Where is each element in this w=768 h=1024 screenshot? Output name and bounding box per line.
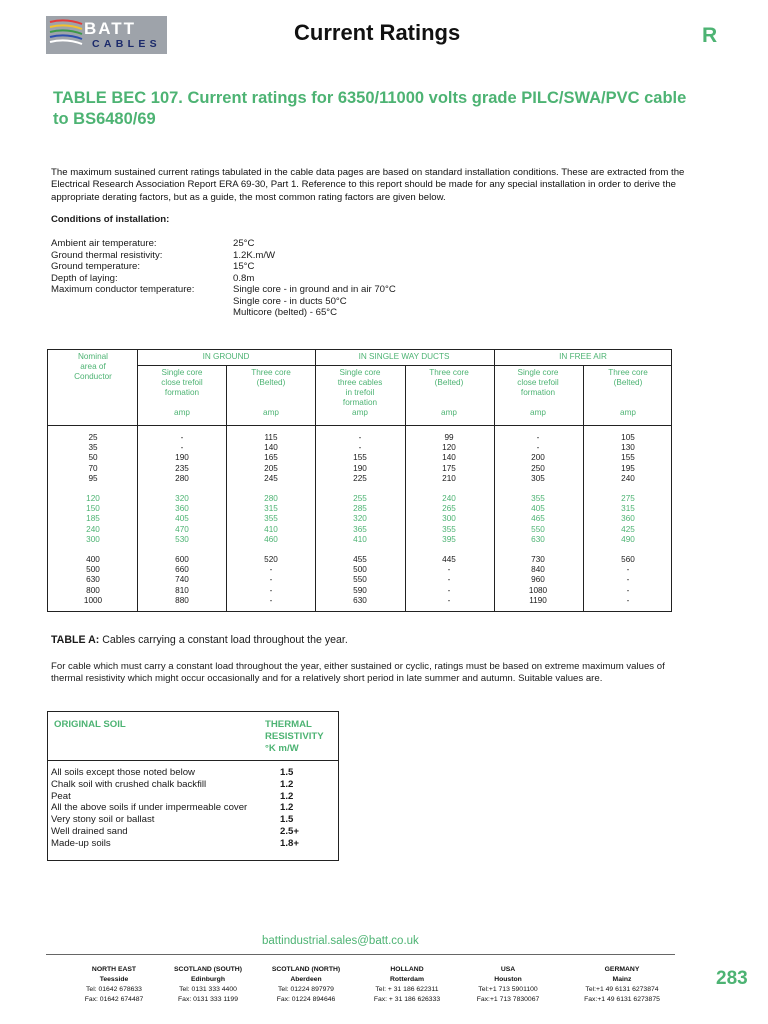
- footer-divider: [46, 954, 675, 955]
- soil-resistivity-value: 1.2: [280, 802, 294, 814]
- rating-cell: -: [536, 443, 540, 453]
- rating-cell: 470: [175, 524, 189, 534]
- sales-email-link[interactable]: battindustrial.sales@batt.co.uk: [262, 935, 419, 947]
- rating-cell: 800: [86, 585, 100, 595]
- rating-cell: -: [358, 433, 362, 442]
- condition-label: Depth of laying:: [51, 272, 118, 284]
- rating-cell: 155: [621, 453, 635, 463]
- group-header: IN SINGLE WAY DUCTS: [358, 352, 450, 361]
- header-nominal-area: Nominal area of Conductor: [74, 352, 112, 381]
- rating-cell: 305: [531, 473, 545, 483]
- rating-cell: 630: [353, 595, 367, 605]
- rating-cell: 150: [86, 504, 100, 514]
- condition-value: 25°C: [233, 238, 255, 249]
- office-contact: [567, 965, 677, 1005]
- subheader: Three core (Belted): [608, 368, 648, 387]
- rating-cell: 1080: [528, 585, 548, 595]
- rating-cell: 250: [531, 463, 545, 473]
- rating-cell: 50: [88, 453, 98, 463]
- rating-cell: 210: [442, 473, 456, 483]
- office-fax: Fax:+1 49 6131 6273875: [584, 996, 660, 1003]
- condition-label: Ground temperature:: [51, 261, 141, 272]
- office-fax: Fax:+1 713 7830067: [476, 996, 540, 1003]
- soil-resistivity-value: 1.8+: [280, 837, 299, 849]
- office-tel: Tel: + 31 186 622311: [375, 986, 439, 993]
- rating-cell: 265: [442, 504, 456, 514]
- rating-cell: 520: [264, 555, 278, 564]
- rating-cell: -: [626, 585, 630, 595]
- rating-cell: 405: [531, 504, 545, 514]
- rating-cell: 190: [175, 453, 189, 463]
- rating-cell: 70: [88, 463, 98, 473]
- office-tel: Tel:+1 713 5901100: [478, 986, 538, 993]
- rating-cell: -: [269, 565, 273, 575]
- condition-value: 0.8m: [233, 272, 255, 284]
- constant-load-paragraph: For cable which must carry a constant load throughout the year, either sustained or cyclic, ratings must be based on extreme maximum values of thermal resistivity which might occur occasionally and for a relatively short period in late summer and autumn. Suitable values are.: [51, 661, 665, 684]
- subheader: Single core close trefoil formation: [161, 368, 203, 397]
- rating-cell: 155: [353, 453, 367, 463]
- rating-cell: 235: [175, 463, 189, 473]
- rating-cell: 425: [621, 524, 635, 534]
- rating-cell: 365: [353, 524, 367, 534]
- condition-value: Single core - in ducts 50°C: [233, 295, 347, 307]
- unit-label: amp: [352, 408, 368, 417]
- rating-cell: 490: [621, 534, 635, 544]
- rating-cell: 280: [264, 494, 278, 503]
- rating-cell: 550: [353, 575, 367, 585]
- rating-cell: 355: [442, 524, 456, 534]
- rating-cell: 840: [531, 565, 545, 575]
- office-city: Mainz: [612, 976, 632, 983]
- rating-cell: 315: [621, 504, 635, 514]
- rating-cell: 35: [88, 443, 98, 453]
- rating-cell: 465: [531, 514, 545, 524]
- rating-cell: 175: [442, 463, 456, 473]
- rating-cell: 400: [86, 555, 100, 564]
- unit-label: amp: [441, 408, 457, 417]
- rating-cell: 115: [264, 433, 278, 442]
- condition-value: 1.2K.m/W: [233, 249, 276, 261]
- unit-label: amp: [530, 408, 546, 417]
- rating-cell: 165: [264, 453, 278, 463]
- subheader: Single core three cables in trefoil formation: [337, 368, 383, 407]
- office-city: Edinburgh: [191, 976, 225, 983]
- table-a-text: Cables carrying a constant load throughout the year.: [99, 634, 348, 646]
- rating-cell: 810: [175, 585, 189, 595]
- rating-cell: 880: [175, 595, 189, 605]
- rating-cell: 1190: [529, 595, 547, 605]
- office-tel: Tel:+1 49 6131 6273874: [585, 986, 659, 993]
- unit-label: amp: [620, 408, 636, 417]
- logo-text-cables: CABLES: [92, 38, 161, 50]
- soil-name: Peat: [51, 790, 71, 802]
- rating-cell: 630: [531, 534, 545, 544]
- rating-cell: 660: [175, 565, 189, 575]
- office-contact: [352, 965, 462, 1005]
- rating-cell: 315: [264, 504, 278, 514]
- current-ratings-table: [47, 349, 672, 612]
- rating-cell: -: [180, 433, 184, 442]
- rating-cell: 240: [86, 524, 100, 534]
- condition-label: Maximum conductor temperature:: [51, 284, 195, 295]
- soil-resistivity-value: 1.5: [280, 767, 294, 778]
- page-title: Current Ratings: [294, 20, 461, 45]
- rating-cell: -: [447, 595, 451, 605]
- soil-name: All soils except those noted below: [51, 767, 195, 778]
- soil-name: All the above soils if under impermeable cover: [51, 802, 248, 814]
- rating-cell: 445: [442, 555, 456, 564]
- rating-cell: 105: [621, 433, 635, 442]
- office-tel: Tel: 0131 333 4400: [179, 986, 237, 993]
- rating-cell: 140: [264, 443, 278, 453]
- condition-value: 15°C: [233, 261, 255, 272]
- table-title: TABLE BEC 107. Current ratings for 6350/11000 volts grade PILC/SWA/PVC cable to BS6480/69: [53, 89, 687, 128]
- rating-cell: -: [536, 433, 540, 442]
- conditions-heading: Conditions of installation:: [51, 214, 170, 225]
- rating-cell: 500: [86, 565, 100, 575]
- subheader: Three core (Belted): [429, 368, 469, 387]
- rating-cell: 245: [264, 473, 278, 483]
- office-contact: [153, 965, 263, 1005]
- rating-cell: 185: [86, 514, 100, 524]
- office-fax: Fax: 01642 674487: [84, 996, 144, 1003]
- office-contact: [453, 965, 563, 1005]
- rating-cell: -: [180, 443, 184, 453]
- soil-resistivity-value: 1.2: [280, 790, 294, 802]
- rating-cell: -: [358, 443, 362, 453]
- office-region: SCOTLAND (SOUTH): [174, 966, 242, 973]
- intro-paragraph: The maximum sustained current ratings tabulated in the cable data pages are based on standard installation conditions. These are extracted from the Electrical Research Association Report ERA 69-30, Part 1. Reference to this report should be made for any special installation in order to derive the appropriate derating factors, but as a guide, the most common rating factors are given below.: [51, 167, 685, 203]
- rating-cell: 455: [353, 555, 367, 564]
- group-header: IN GROUND: [202, 352, 250, 361]
- rating-cell: 200: [531, 453, 545, 463]
- rating-cell: 960: [531, 575, 545, 585]
- office-region: GERMANY: [604, 966, 640, 973]
- rating-cell: 590: [353, 585, 367, 595]
- rating-cell: 99: [444, 433, 454, 442]
- condition-label: Ambient air temperature:: [51, 238, 157, 249]
- subheader: Single core close trefoil formation: [517, 368, 559, 397]
- rating-cell: 300: [86, 534, 100, 544]
- rating-cell: 320: [353, 514, 367, 524]
- condition-value: Multicore (belted) - 65°C: [233, 307, 338, 318]
- soil-name: Very stony soil or ballast: [51, 814, 155, 826]
- rating-cell: 225: [353, 473, 367, 483]
- rating-cell: -: [269, 575, 273, 585]
- rating-cell: 255: [353, 494, 367, 503]
- rating-cell: -: [447, 565, 451, 575]
- logo-text-batt: BATT: [84, 19, 137, 38]
- rating-cell: 320: [175, 494, 189, 503]
- unit-label: amp: [174, 408, 190, 417]
- rating-cell: 410: [353, 534, 367, 544]
- office-fax: Fax: 0131 333 1199: [178, 996, 238, 1003]
- rating-cell: 300: [442, 514, 456, 524]
- condition-label: Ground thermal resistivity:: [51, 249, 163, 261]
- condition-value: Single core - in ground and in air 70°C: [233, 284, 396, 295]
- soil-resistivity-value: 1.2: [280, 778, 294, 790]
- rating-cell: 195: [621, 463, 635, 473]
- office-region: USA: [500, 966, 516, 973]
- unit-label: amp: [263, 408, 279, 417]
- rating-cell: 120: [442, 443, 456, 453]
- rating-cell: 355: [264, 514, 278, 524]
- rating-cell: 600: [175, 555, 189, 564]
- rating-cell: 500: [353, 565, 367, 575]
- rating-cell: 395: [442, 534, 456, 544]
- table-a-caption: [51, 634, 348, 646]
- office-tel: Tel: 01224 897979: [278, 986, 334, 993]
- office-contact: [251, 965, 361, 1005]
- soil-name: Made-up soils: [51, 837, 111, 849]
- group-header: IN FREE AIR: [559, 352, 607, 361]
- rating-cell: 190: [353, 463, 367, 473]
- office-region: SCOTLAND (NORTH): [271, 966, 341, 973]
- rating-cell: -: [626, 565, 630, 575]
- table-a-label: TABLE A:: [51, 634, 100, 646]
- soil-resistivity-table: [47, 711, 339, 861]
- rating-cell: -: [269, 585, 273, 595]
- office-fax: Fax: 01224 894646: [276, 996, 336, 1003]
- rating-cell: 360: [175, 504, 189, 514]
- rating-cell: 205: [264, 463, 278, 473]
- rating-cell: 140: [442, 453, 456, 463]
- section-letter: R: [702, 24, 718, 47]
- office-city: Teesside: [99, 976, 129, 983]
- office-region: NORTH EAST: [91, 966, 137, 973]
- rating-cell: 730: [531, 555, 545, 564]
- soil-name: Chalk soil with crushed chalk backfill: [51, 778, 207, 790]
- rating-cell: 120: [86, 494, 100, 503]
- rating-cell: 460: [264, 534, 278, 544]
- rating-cell: 550: [531, 524, 545, 534]
- rating-cell: 240: [442, 494, 456, 503]
- rating-cell: 530: [175, 534, 189, 544]
- rating-cell: 240: [621, 473, 635, 483]
- batt-cables-logo: [46, 16, 167, 54]
- rating-cell: 285: [353, 504, 367, 514]
- rating-cell: 95: [88, 473, 98, 483]
- rating-cell: 130: [621, 443, 635, 453]
- rating-cell: -: [626, 595, 630, 605]
- rating-cell: -: [447, 585, 451, 595]
- soil-name: Well drained sand: [51, 826, 128, 837]
- page-number: 283: [716, 968, 748, 989]
- office-city: Rotterdam: [390, 976, 424, 983]
- rating-cell: -: [626, 575, 630, 585]
- rating-cell: 1000: [83, 595, 103, 605]
- rating-cell: -: [269, 595, 273, 605]
- header-thermal-resistivity: THERMAL RESISTIVITY °K m/W: [265, 719, 324, 754]
- office-region: HOLLAND: [390, 966, 424, 973]
- office-tel: Tel: 01642 678633: [86, 986, 142, 993]
- rating-cell: 25: [88, 433, 98, 442]
- rating-cell: -: [447, 575, 451, 585]
- rating-cell: 360: [621, 514, 635, 524]
- soil-resistivity-value: 2.5+: [280, 826, 299, 837]
- rating-cell: 410: [264, 524, 278, 534]
- office-city: Aberdeen: [290, 976, 322, 983]
- rating-cell: 355: [531, 494, 545, 503]
- header-original-soil: ORIGINAL SOIL: [54, 719, 126, 730]
- rating-cell: 630: [86, 575, 100, 585]
- office-city: Houston: [494, 976, 522, 983]
- rating-cell: 740: [175, 575, 189, 585]
- rating-cell: 405: [175, 514, 189, 524]
- office-fax: Fax: + 31 186 626333: [373, 996, 441, 1003]
- rating-cell: 280: [175, 473, 189, 483]
- soil-resistivity-value: 1.5: [280, 814, 294, 826]
- rating-cell: 275: [621, 494, 635, 503]
- rating-cell: 560: [621, 555, 635, 564]
- subheader: Three core (Belted): [251, 368, 291, 387]
